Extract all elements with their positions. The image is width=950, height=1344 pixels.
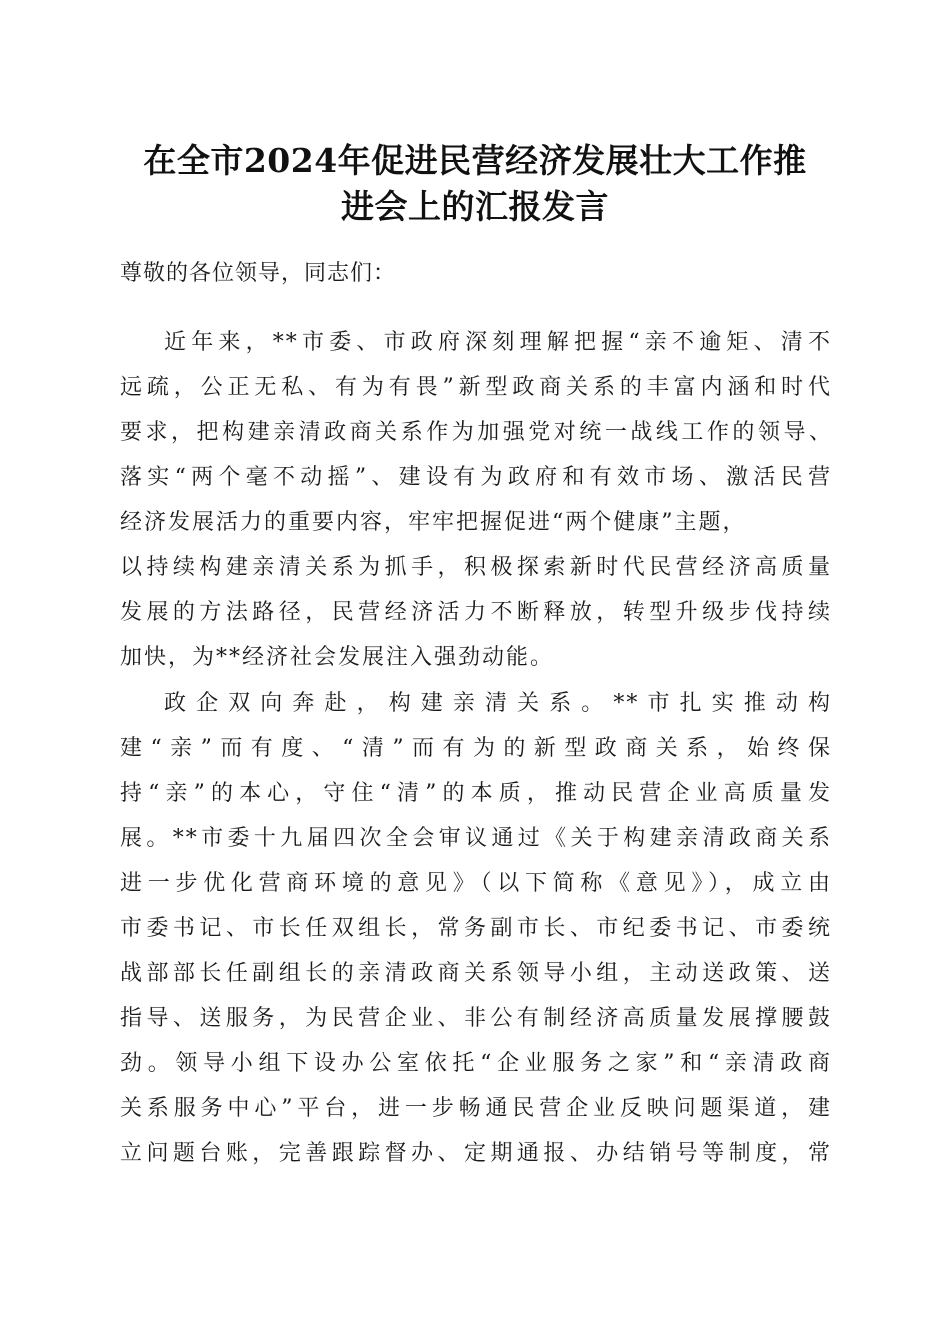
paragraph-line: 持“亲”的本心，守住“清”的本质，推动民营企业高质量发 bbox=[120, 781, 832, 806]
salutation: 尊敬的各位领导，同志们： bbox=[120, 261, 397, 286]
title-line: 进会上的汇报发言 bbox=[341, 187, 609, 226]
document-title bbox=[100, 138, 850, 230]
paragraph-relations bbox=[120, 681, 832, 1176]
paragraph-line: 进一步优化营商环境的意见》（以下简称《意见》），成立由 bbox=[120, 871, 832, 896]
paragraph-line: 展。**市委十九届四次全会审议通过《关于构建亲清政商关系 bbox=[120, 826, 832, 851]
title-line: 在全市2024年促进民营经济发展壮大工作推 bbox=[143, 141, 807, 180]
paragraph-line: 战部部长任副组长的亲清政商关系领导小组，主动送政策、送 bbox=[120, 961, 832, 986]
paragraph-line: 加快，为**经济社会发展注入强劲动能。 bbox=[120, 645, 555, 670]
paragraph-line: 市委书记、市长任双组长，常务副市长、市纪委书记、市委统 bbox=[120, 916, 832, 941]
paragraph-line: 落实“两个毫不动摇”、建设有为政府和有效市场、激活民营 bbox=[120, 465, 832, 490]
paragraph-line: 要求，把构建亲清政商关系作为加强党对统一战线工作的领导、 bbox=[120, 420, 832, 445]
paragraph-line: 劲。领导小组下设办公室依托“企业服务之家”和“亲清政商 bbox=[120, 1051, 832, 1076]
paragraph-line: 近年来，**市委、市政府深刻理解把握“亲不逾矩、清不 bbox=[164, 330, 832, 355]
paragraph-line: 立问题台账，完善跟踪督办、定期通报、办结销号等制度，常 bbox=[120, 1141, 832, 1166]
paragraph-line: 关系服务中心”平台，进一步畅通民营企业反映问题渠道，建 bbox=[120, 1096, 832, 1121]
paragraph-line: 政企双向奔赴，构建亲清关系。**市扎实推动构 bbox=[164, 691, 832, 716]
paragraph-line: 发展的方法路径，民营经济活力不断释放，转型升级步伐持续 bbox=[120, 600, 832, 625]
paragraph-intro bbox=[120, 320, 832, 680]
paragraph-line: 指导、送服务，为民营企业、非公有制经济高质量发展撑腰鼓 bbox=[120, 1006, 832, 1031]
paragraph-line: 远疏，公正无私、有为有畏”新型政商关系的丰富内涵和时代 bbox=[120, 375, 832, 400]
paragraph-line: 以持续构建亲清关系为抓手，积极探索新时代民营经济高质量 bbox=[120, 555, 832, 580]
paragraph-line: 建“亲”而有度、“清”而有为的新型政商关系，始终保 bbox=[120, 736, 832, 761]
paragraph-line: 经济发展活力的重要内容，牢牢把握促进“两个健康”主题， bbox=[120, 510, 747, 535]
